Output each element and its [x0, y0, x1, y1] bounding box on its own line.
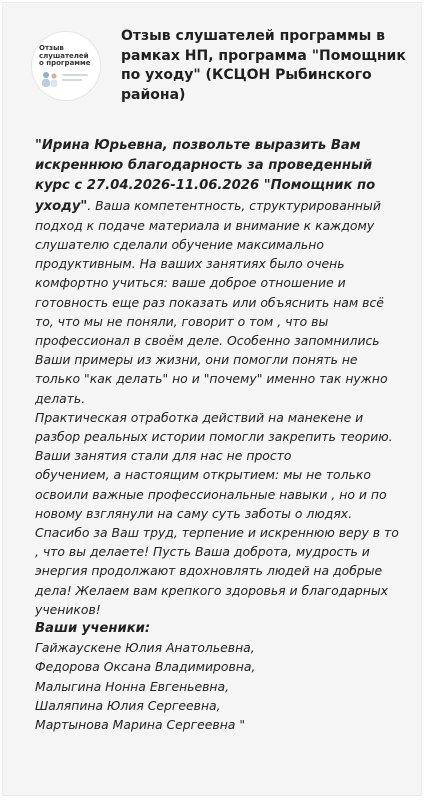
student-name: Гайжаускене Юлия Анатольевна, — [35, 640, 255, 656]
review-card — [2, 2, 422, 796]
review-header — [27, 27, 407, 111]
student-name: Федорова Оксана Владимировна, — [35, 659, 256, 675]
student-name: Шаляпина Юлия Сергеевна, — [35, 697, 221, 713]
review-paragraph: обучением, а настоящим открытием: мы не только освоили важные профессиональные навыки , но и по новому взглянули на саму суть заботы о людях. — [35, 467, 387, 521]
caregiver-illustration-icon — [40, 70, 60, 88]
review-title: Отзыв слушателей программы в рамках НП, программа "Помощник по уходу" (КСЦОН Рыбинского района) — [121, 28, 406, 103]
program-logo — [31, 31, 101, 101]
logo-caption-line — [62, 79, 82, 81]
review-paragraph — [35, 135, 399, 408]
review-lead: "Ирина Юрьевна, позвольте выразить Вам искреннюю благодарность за проведенный курс с 27.04.2026-11.06.2026 "Помощник по уходу" — [35, 138, 376, 214]
review-paragraph: Спасибо за Ваш труд, терпение и искреннюю веру в то , что вы делаете! Пусть Ваша доброта, мудрость и энергия продолжают вдохновлять людей на добрые дела! Желаем вам крепкого здоровья и благодарных учеников! — [35, 525, 399, 617]
review-paragraph: Практическая отработка действий на манекене и разбор реальных истории помогли закрепить теорию. Ваши занятия стали для нас не просто — [35, 409, 393, 464]
student-name: Мартынова Марина Сергеевна " — [35, 717, 246, 733]
review-body-text: . Ваша компетентность, структурированный подход к подаче материала и внимание к каждому слушателю сделали обучение максимально продуктивным. На ваших занятиях было очень комфортно учиться: ваше доброе отношение и готовность еще раз показать или объяснить нам всё то, что мы не поняли, говорит о том , что вы профессионал в своём деле. Особенно запомнились Ваши примеры из жизни, они помогли понять не только "как делать" но и "почему" именно так нужно делать. — [35, 197, 388, 406]
logo-caption-line — [62, 74, 88, 76]
review-text — [35, 135, 399, 734]
signature-label: Ваши ученики: — [35, 621, 151, 637]
program-logo-text: Отзыв слушателей о программе — [39, 44, 91, 67]
student-name: Малыгина Нонна Евгеньевна, — [35, 678, 230, 694]
